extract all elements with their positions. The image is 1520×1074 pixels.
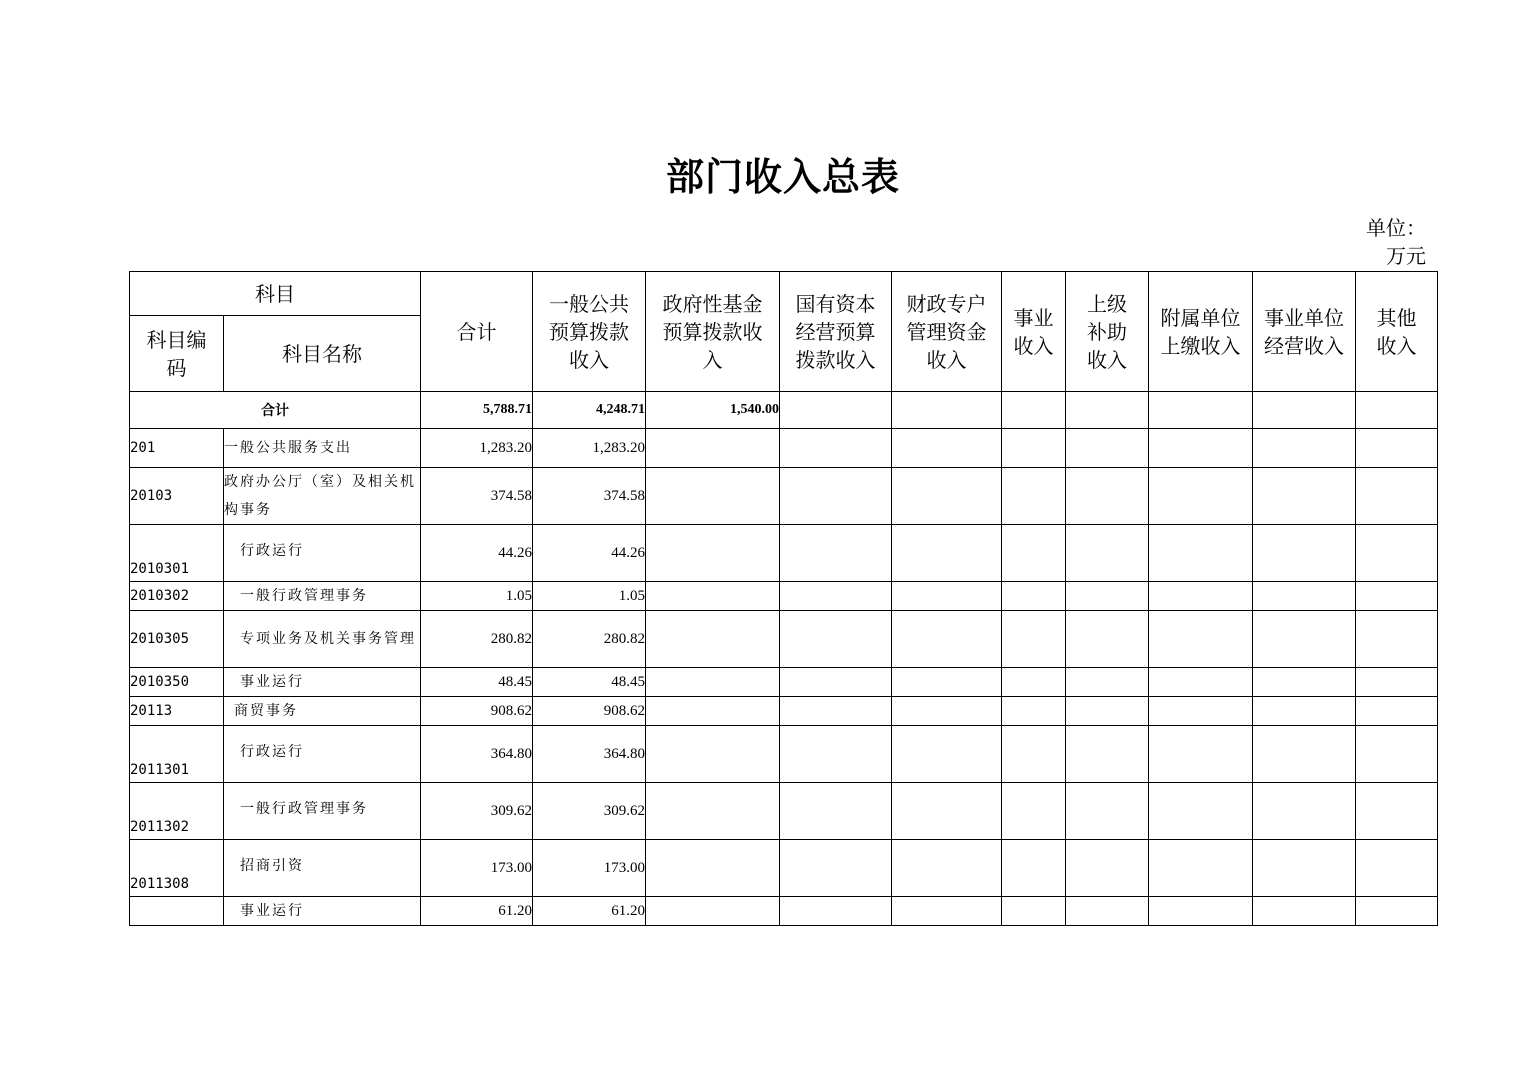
table-row <box>130 840 1438 897</box>
row-code: 2011308 <box>130 840 224 897</box>
page-title: 部门收入总表 <box>665 154 900 199</box>
row-name-text: 一般行政管理事务 <box>240 588 368 604</box>
table-row <box>130 525 1438 582</box>
row-total: 364.80 <box>421 726 533 783</box>
row-general-budget: 173.00 <box>533 840 646 897</box>
row-general-budget: 48.45 <box>533 668 646 697</box>
row-name <box>224 840 421 897</box>
row-name-text: 事业运行 <box>240 903 304 919</box>
row-name-text: 行政运行 <box>240 744 304 760</box>
row-code: 20113 <box>130 697 224 726</box>
row-code: 2010305 <box>130 611 224 668</box>
table-row <box>130 783 1438 840</box>
row-name-text: 商贸事务 <box>234 703 298 719</box>
row-total: 1,283.20 <box>421 429 533 468</box>
row-name <box>224 582 421 611</box>
row-total: 48.45 <box>421 668 533 697</box>
row-name: 一般公共服务支出 <box>224 429 421 468</box>
row-total: 309.62 <box>421 783 533 840</box>
row-name <box>224 668 421 697</box>
row-general-budget: 61.20 <box>533 897 646 926</box>
row-name: 政府办公厅（室）及相关机构事务 <box>224 468 421 525</box>
header-gov-fund: 政府性基金预算拨款收入 <box>646 272 780 392</box>
table-row <box>130 668 1438 697</box>
table-row <box>130 726 1438 783</box>
header-state-capital: 国有资本经营预算拨款收入 <box>780 272 892 392</box>
row-total: 908.62 <box>421 697 533 726</box>
row-name <box>224 697 421 726</box>
row-name-text: 行政运行 <box>240 543 304 559</box>
row-code: 2010301 <box>130 525 224 582</box>
table-row <box>130 582 1438 611</box>
header-subject-group: 科目 <box>130 272 421 316</box>
header-other-income: 其他收入 <box>1356 272 1438 392</box>
header-total: 合计 <box>421 272 533 392</box>
row-general-budget: 280.82 <box>533 611 646 668</box>
row-code: 2010302 <box>130 582 224 611</box>
total-label: 合计 <box>130 392 421 429</box>
row-name-text: 专项业务及机关事务管理 <box>240 631 416 647</box>
header-subject-code: 科目编码 <box>130 316 224 392</box>
row-general-budget: 364.80 <box>533 726 646 783</box>
row-name <box>224 783 421 840</box>
row-total: 1.05 <box>421 582 533 611</box>
total-amount: 5,788.71 <box>421 392 533 429</box>
row-code: 2011301 <box>130 726 224 783</box>
row-general-budget: 309.62 <box>533 783 646 840</box>
unit-note <box>1346 214 1426 270</box>
table-row <box>130 611 1438 668</box>
row-general-budget: 1.05 <box>533 582 646 611</box>
row-general-budget: 1,283.20 <box>533 429 646 468</box>
header-affiliated-payment: 附属单位上缴收入 <box>1149 272 1253 392</box>
row-name-text: 一般行政管理事务 <box>240 801 368 817</box>
table-row <box>130 897 1438 926</box>
header-business-income: 事业收入 <box>1002 272 1066 392</box>
row-name <box>224 611 421 668</box>
row-total: 173.00 <box>421 840 533 897</box>
header-subject-name: 科目名称 <box>224 316 421 392</box>
row-general-budget: 374.58 <box>533 468 646 525</box>
table-body <box>130 429 1438 926</box>
row-general-budget: 908.62 <box>533 697 646 726</box>
row-name <box>224 897 421 926</box>
row-total: 61.20 <box>421 897 533 926</box>
row-code: 20103 <box>130 468 224 525</box>
unit-label: 单位： <box>1366 216 1426 240</box>
table-row <box>130 468 1438 525</box>
total-general-budget: 4,248.71 <box>533 392 646 429</box>
row-name-text: 事业运行 <box>240 674 304 690</box>
row-total: 280.82 <box>421 611 533 668</box>
header-general-budget: 一般公共预算拨款收入 <box>533 272 646 392</box>
total-row <box>130 392 1438 429</box>
row-code: 2011302 <box>130 783 224 840</box>
header-superior-subsidy: 上级补助收入 <box>1066 272 1149 392</box>
row-name <box>224 726 421 783</box>
row-code: 201 <box>130 429 224 468</box>
row-total: 374.58 <box>421 468 533 525</box>
row-code <box>130 897 224 926</box>
header-business-operation: 事业单位经营收入 <box>1253 272 1356 392</box>
header-fiscal-special: 财政专户管理资金收入 <box>892 272 1002 392</box>
row-code: 2010350 <box>130 668 224 697</box>
unit-value: 万元 <box>1386 244 1426 268</box>
total-gov-fund: 1,540.00 <box>646 392 780 429</box>
row-total: 44.26 <box>421 525 533 582</box>
row-name <box>224 525 421 582</box>
table-row <box>130 429 1438 468</box>
income-summary-table <box>129 271 1438 926</box>
row-general-budget: 44.26 <box>533 525 646 582</box>
table-row <box>130 697 1438 726</box>
row-name-text: 招商引资 <box>240 858 304 874</box>
